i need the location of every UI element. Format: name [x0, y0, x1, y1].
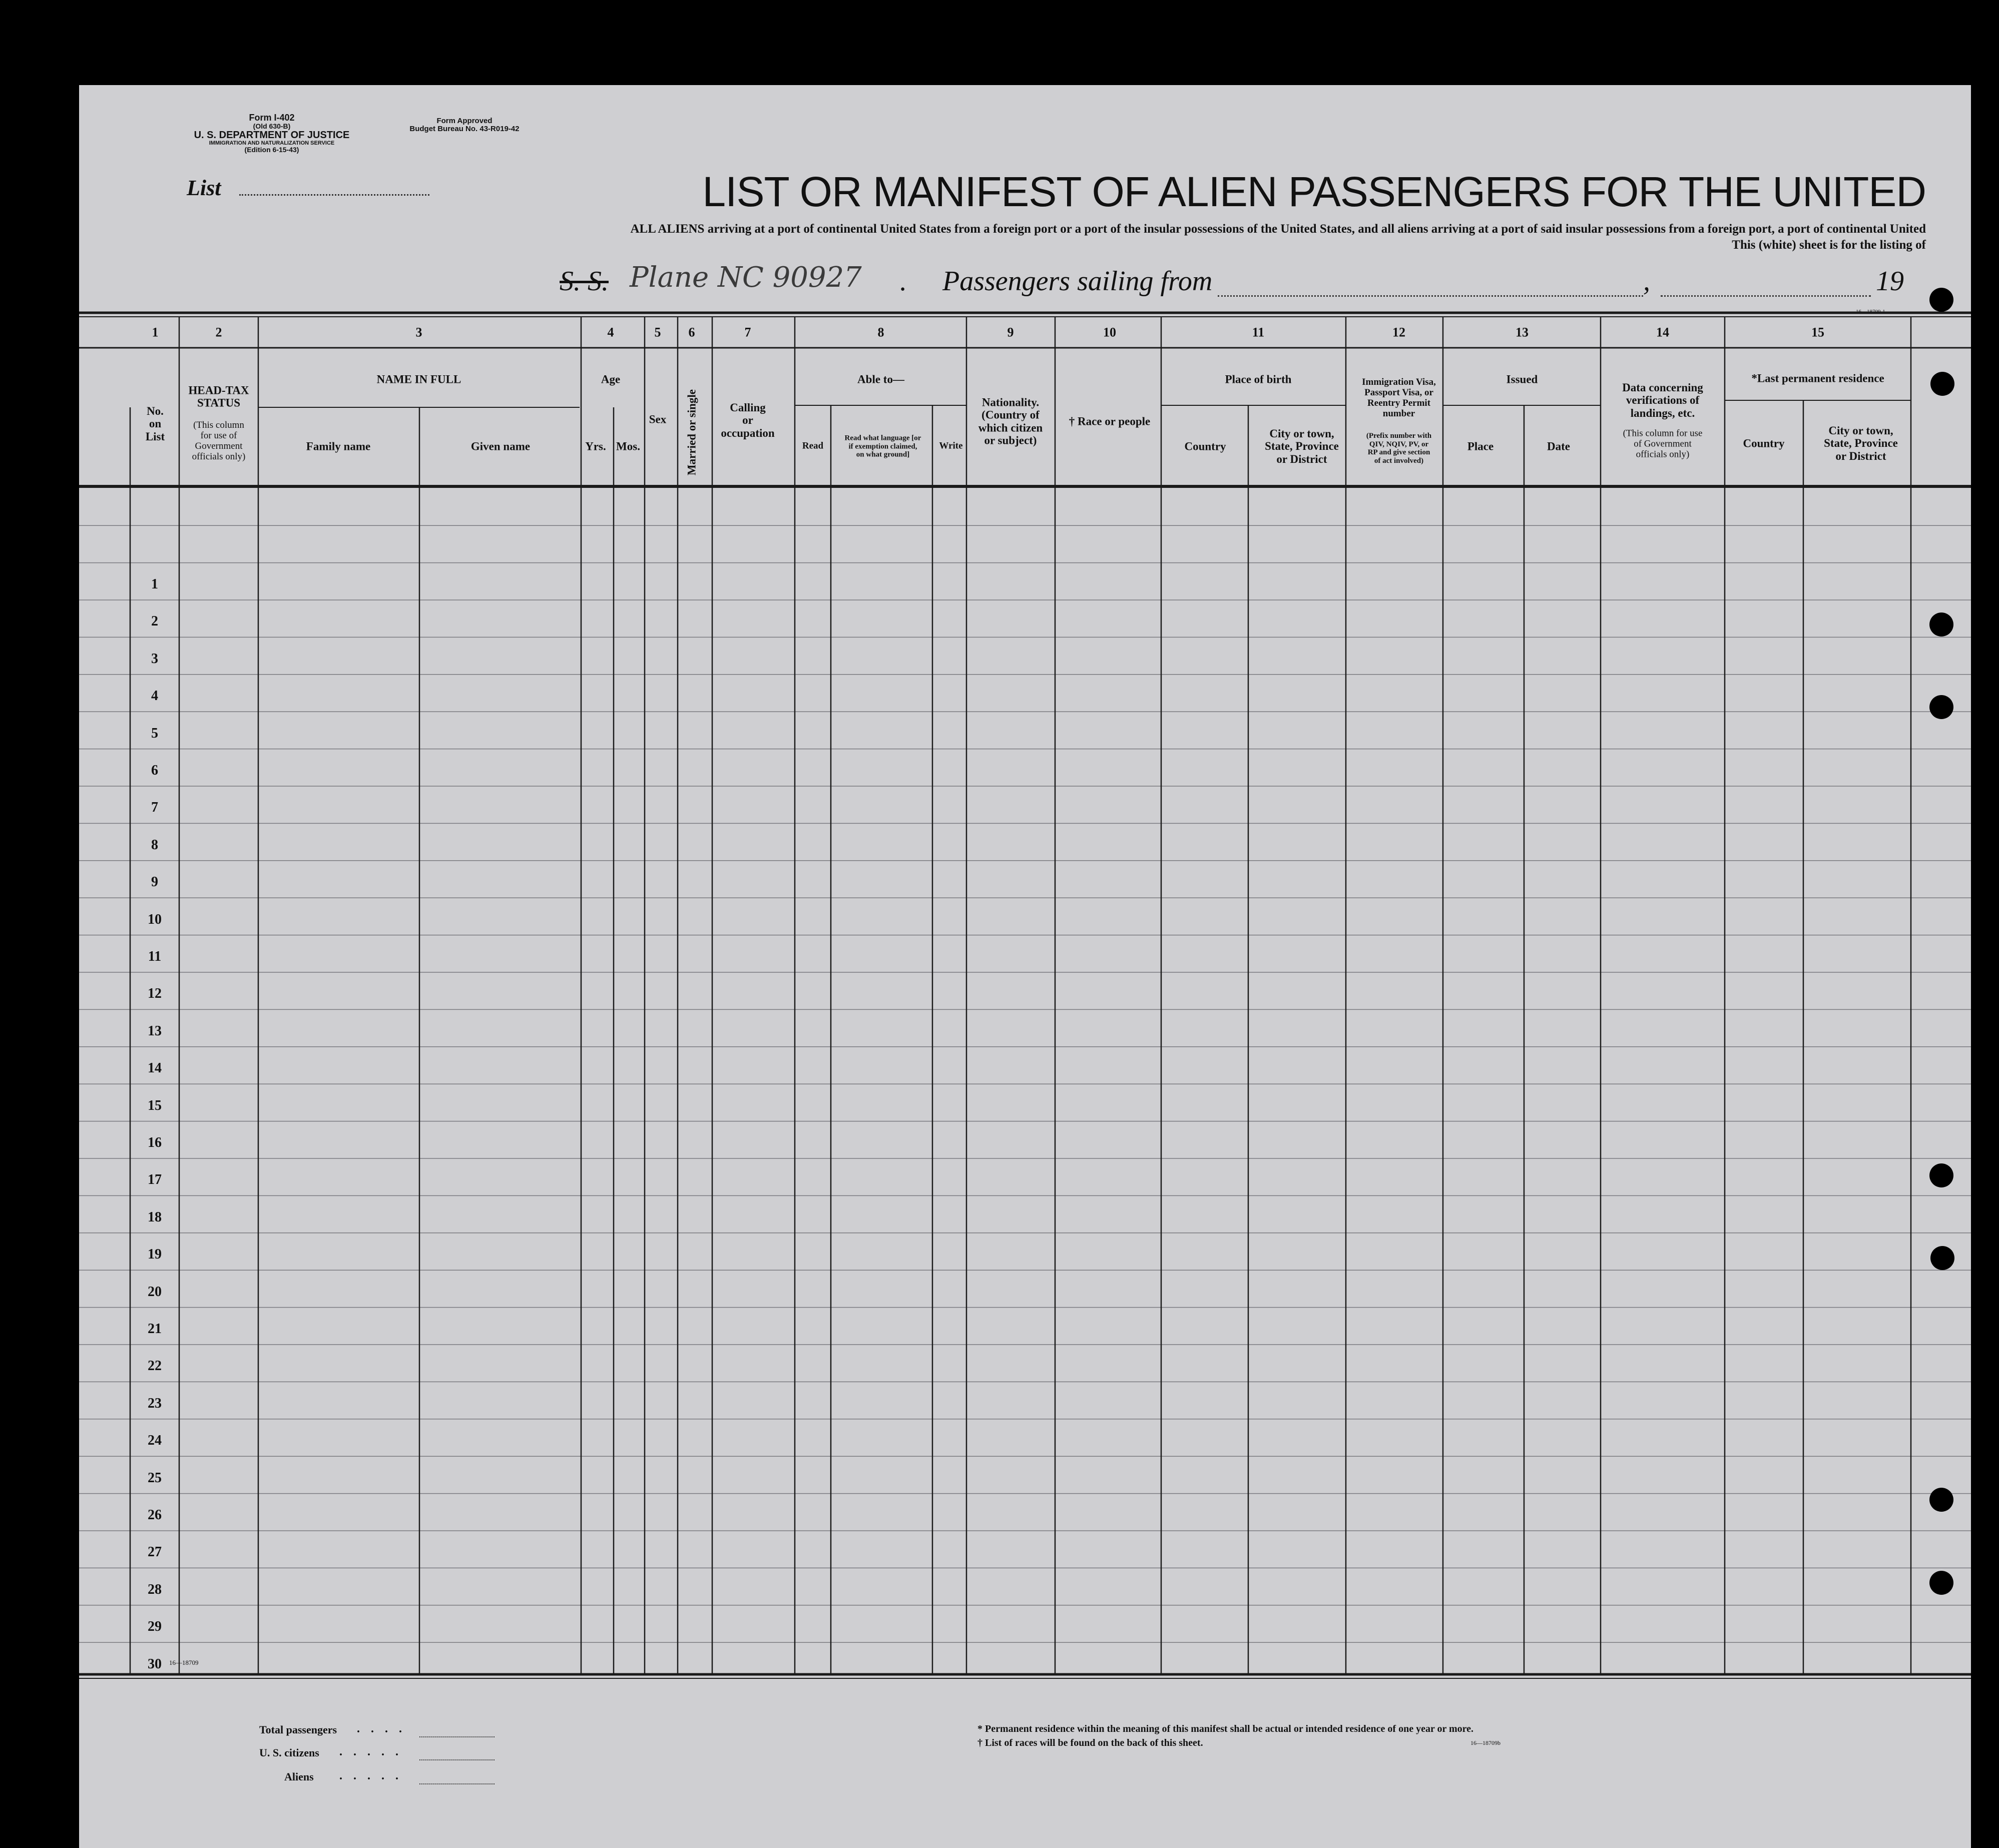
row-number: 28	[148, 1581, 162, 1597]
header-married-or-single: Married or single	[685, 389, 698, 476]
row-number: 20	[148, 1284, 162, 1300]
row-number: 25	[148, 1470, 162, 1486]
row-number: 24	[148, 1433, 162, 1449]
form-number: Form I-402	[249, 113, 295, 123]
budget-bureau: Budget Bureau No. 43-R019-42	[409, 124, 520, 133]
row-number: 16	[148, 1135, 162, 1150]
binder-hole-icon	[1930, 372, 1954, 396]
col-num-14: 14	[1656, 325, 1669, 340]
service-name: IMMIGRATION AND NATURALIZATION SERVICE	[209, 140, 335, 146]
col-num-10: 10	[1103, 325, 1116, 340]
header-given-name: Given name	[470, 440, 531, 453]
row-number: 7	[151, 800, 158, 816]
row-number: 13	[148, 1023, 162, 1039]
row-number: 29	[148, 1619, 162, 1635]
instructions-line-2: This (white) sheet is for the listing of	[1732, 238, 1926, 252]
ss-label: S. S.	[560, 266, 609, 297]
header-issued: Issued	[1506, 373, 1538, 386]
manifest-grid	[79, 85, 1971, 1848]
row-number: 30	[148, 1656, 162, 1672]
header-residence-city: City or town, State, Province or District	[1824, 424, 1898, 462]
row-number: 2	[151, 613, 158, 630]
header-residence-country: Country	[1743, 437, 1785, 450]
binder-hole-icon	[1929, 695, 1953, 719]
header-nationality: Nationality. (Country of which citizen or subject)	[978, 396, 1043, 447]
col-num-13: 13	[1516, 325, 1529, 340]
col-num-8: 8	[877, 325, 884, 340]
us-citizens-label: U. S. citizens	[259, 1746, 319, 1759]
header-calling: Calling or occupation	[721, 401, 775, 439]
header-race: † Race or people	[1069, 415, 1151, 428]
aliens-label: Aliens	[284, 1770, 314, 1783]
binder-hole-icon	[1929, 288, 1953, 312]
manifest-sheet	[79, 85, 1971, 1848]
row-number: 15	[148, 1097, 162, 1113]
col-num-7: 7	[744, 325, 751, 340]
binder-hole-icon	[1929, 612, 1953, 637]
header-family-name: Family name	[306, 440, 371, 453]
list-label: List	[187, 176, 221, 200]
col-num-9: 9	[1007, 325, 1014, 340]
col-num-12: 12	[1392, 325, 1405, 340]
header-verifications: Data concerning verifications of landings, etc.	[1622, 381, 1703, 419]
header-issued-date: Date	[1547, 440, 1570, 453]
binder-hole-icon	[1929, 1488, 1953, 1512]
row-number: 8	[151, 837, 158, 853]
footnote-races: † List of races will be found on the back of this sheet.	[977, 1737, 1203, 1748]
header-yrs: Yrs.	[585, 440, 606, 453]
row-number: 22	[148, 1358, 162, 1374]
bottom-form-code: 16—18709	[169, 1659, 199, 1666]
total-passengers-label: Total passengers	[259, 1723, 337, 1736]
footnote-residence: * Permanent residence within the meaning of this manifest shall be actual or intended residence of one year or more.	[977, 1723, 1474, 1734]
header-birth-country: Country	[1184, 440, 1226, 453]
total-passengers-field[interactable]	[419, 1736, 494, 1737]
row-number: 27	[148, 1544, 162, 1560]
total-passengers-leader: . . . .	[357, 1722, 406, 1735]
manifest-title: LIST OR MANIFEST OF ALIEN PASSENGERS FOR THE UNITED	[702, 168, 1926, 215]
col-num-1: 1	[152, 325, 159, 340]
row-number: 3	[151, 651, 158, 667]
row-number: 19	[148, 1247, 162, 1263]
header-read: Read	[802, 440, 824, 451]
header-name-in-full: NAME IN FULL	[376, 373, 461, 386]
row-number: 4	[151, 688, 158, 704]
header-write: Write	[939, 440, 963, 451]
header-visa: Immigration Visa, Passport Visa, or Reentry Permit number	[1362, 377, 1436, 419]
row-number: 1	[151, 576, 158, 592]
col-num-3: 3	[415, 325, 422, 340]
header-read-language: Read what language [or if exemption claimed, on what ground]	[844, 434, 921, 459]
vessel-name-handwritten[interactable]: Plane NC 90927	[630, 261, 862, 294]
us-citizens-field[interactable]	[419, 1759, 494, 1760]
row-number: 9	[151, 874, 158, 890]
date-comma: ,	[1643, 266, 1650, 297]
sailing-from-label: Passengers sailing from	[942, 266, 1213, 297]
binder-hole-icon	[1930, 1246, 1954, 1270]
aliens-leader: . . . . .	[339, 1769, 402, 1782]
instructions-line-1: ALL ALIENS arriving at a port of continental United States from a foreign port or a port of the insular possessions of the United States, and all aliens arriving at a port of said insular possessions from a foreign port, a port of continental United	[630, 222, 1926, 236]
row-number: 5	[151, 725, 158, 741]
footnote-code: 16—18709b	[1470, 1739, 1501, 1746]
header-mos: Mos.	[616, 440, 640, 453]
col-num-11: 11	[1252, 325, 1265, 340]
header-able-to: Able to—	[857, 373, 904, 386]
year-prefix: 19	[1876, 266, 1904, 297]
col-num-2: 2	[215, 325, 222, 340]
row-number: 11	[148, 949, 162, 964]
form-approved: Form Approved	[436, 117, 492, 125]
header-issued-place: Place	[1467, 440, 1494, 453]
vessel-field-end: .	[900, 266, 907, 297]
binder-hole-icon	[1929, 1163, 1953, 1187]
row-number: 10	[148, 911, 162, 927]
header-last-residence: *Last permanent residence	[1751, 372, 1884, 385]
form-edition: (Edition 6-15-43)	[244, 146, 299, 154]
header-no-on-list: No. on List	[145, 405, 165, 443]
form-code-right: 16—18709-1	[1856, 309, 1885, 315]
header-sex: Sex	[649, 413, 667, 426]
row-number: 14	[148, 1060, 162, 1076]
row-number: 17	[148, 1172, 162, 1188]
binder-hole-icon	[1929, 1571, 1953, 1595]
header-place-of-birth: Place of birth	[1225, 373, 1292, 386]
col-num-15: 15	[1811, 325, 1824, 340]
row-number: 23	[148, 1395, 162, 1411]
header-age: Age	[601, 373, 621, 386]
header-birth-city: City or town, State, Province or District	[1265, 427, 1339, 465]
header-head-tax-note: (This column for use of Government officials only)	[192, 420, 246, 462]
col-num-6: 6	[688, 325, 695, 340]
department-name: U. S. DEPARTMENT OF JUSTICE	[194, 129, 350, 141]
header-visa-note: (Prefix number with QIV, NQIV, PV, or RP and give section of act involved)	[1366, 432, 1432, 465]
row-number: 21	[148, 1321, 162, 1337]
form-old-number: (Old 630-B)	[253, 122, 291, 130]
row-number: 12	[148, 986, 162, 1002]
aliens-field[interactable]	[419, 1783, 494, 1784]
header-head-tax: HEAD-TAX STATUS	[188, 384, 249, 409]
col-num-4: 4	[607, 325, 614, 340]
row-number: 26	[148, 1507, 162, 1523]
row-number: 6	[151, 763, 158, 778]
header-verifications-note: (This column for use of Government officials only)	[1623, 428, 1703, 460]
col-num-5: 5	[654, 325, 661, 340]
us-citizens-leader: . . . . .	[339, 1745, 402, 1758]
row-number: 18	[148, 1209, 162, 1225]
